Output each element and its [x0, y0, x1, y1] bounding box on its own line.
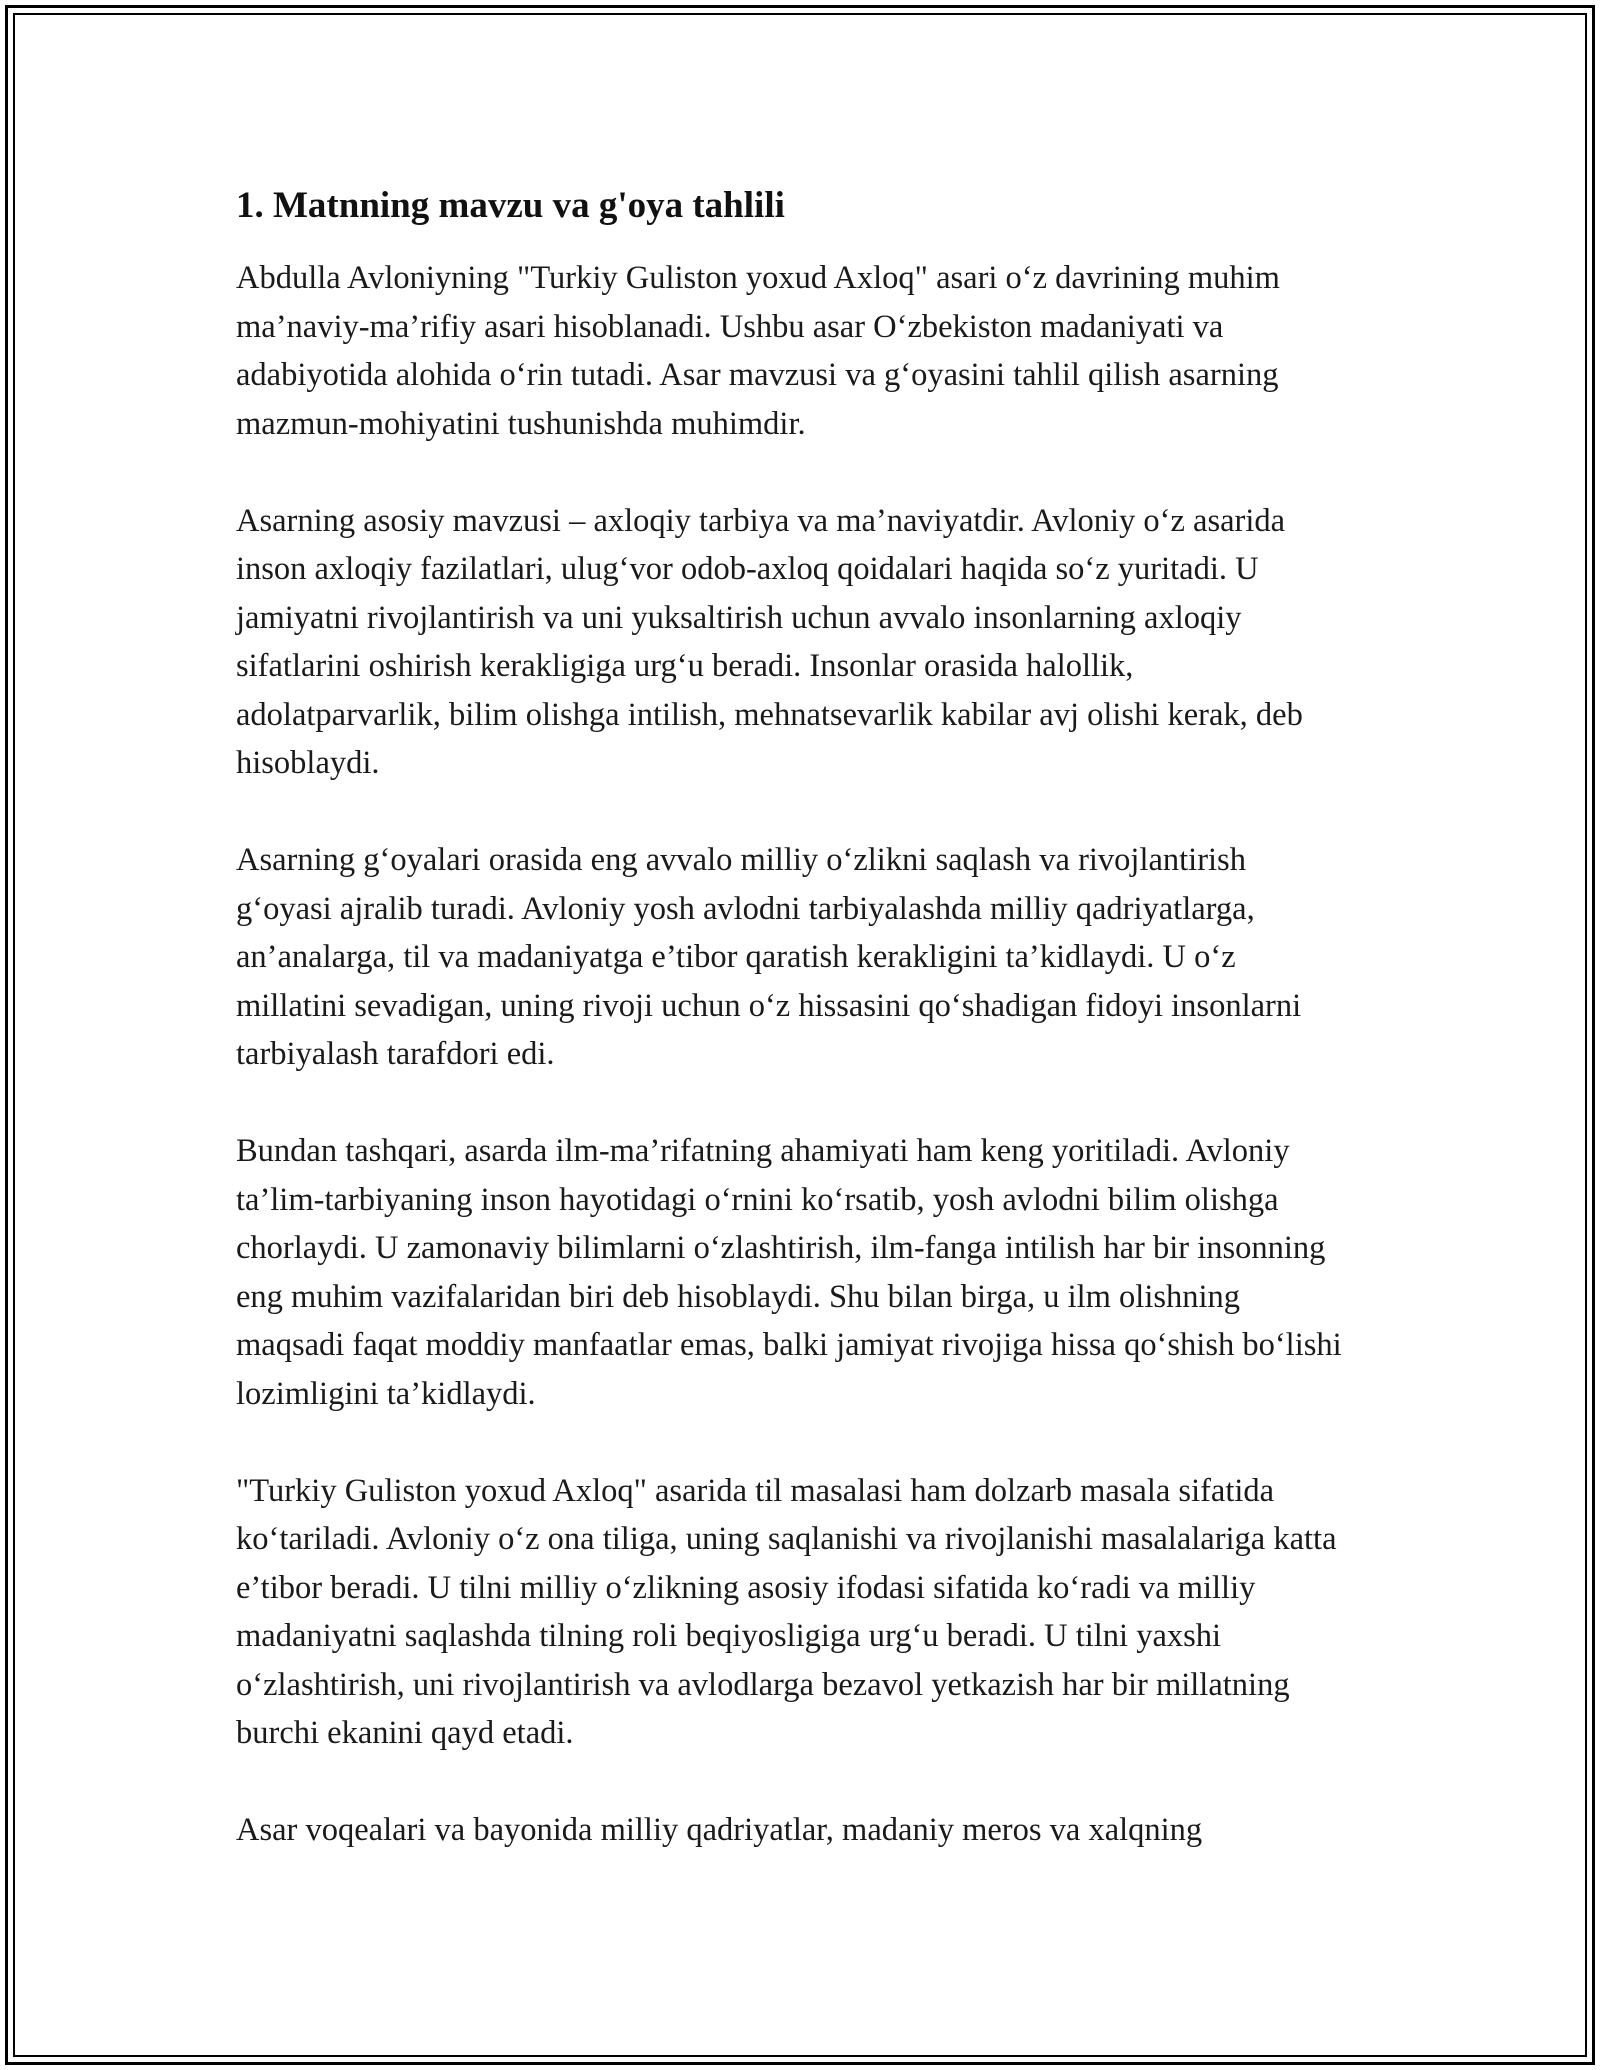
paragraph-6: Asar voqealari va bayonida milliy qadriyatlar, madaniy meros va xalqning [236, 1812, 1203, 1848]
paragraph-5: "Turkiy Guliston yoxud Axloq" asarida til masalasi ham dolzarb masala sifatida ko‘tariladi. Avloniy o‘z ona tiliga, uning saqlanishi va rivojlanishi masalalariga katta e’tibor beradi. U tilni milliy o‘zlikning asosiy ifodasi sifatida ko‘radi va milliy madaniyatni saqlashda tilning roli beqiyosligiga urg‘u beradi. U tilni yaxshi o‘zlashtirish, uni rivojlantirish va avlodlarga bezavol yetkazish har bir millatning burchi ekanini qayd etadi. [236, 1472, 1337, 1751]
paragraph-4: Bundan tashqari, asarda ilm-ma’rifatning ahamiyati ham keng yoritiladi. Avloniy ta’lim-tarbiyaning inson hayotidagi o‘rnini ko‘rsatib, yosh avlodni bilim olishga chorlaydi. U zamonaviy bilimlarni o‘zlashtirish, ilm-fanga intilish har bir insonning eng muhim vazifalaridan biri deb hisoblaydi. Shu bilan birga, u ilm olishning maqsadi faqat moddiy manfaatlar emas, balki jamiyat rivojiga hissa qo‘shish bo‘lishi lozimligini ta’kidlaydi. [236, 1133, 1342, 1412]
paragraph-3: Asarning g‘oyalari orasida eng avvalo milliy o‘zlikni saqlash va rivojlantirish g‘oyasi ajralib turadi. Avloniy yosh avlodni tarbiyalashda milliy qadriyatlarga, an’analarga, til va madaniyatga e’tibor qaratish kerakligini ta’kidlaydi. U o‘z millatini sevadigan, uning rivoji uchun o‘z hissasini qo‘shadigan fidoyi insonlarni tarbiyalash tarafdori edi. [236, 842, 1302, 1072]
paragraph-2: Asarning asosiy mavzusi – axloqiy tarbiya va ma’naviyatdir. Avloniy o‘z asarida inson axloqiy fazilatlari, ulug‘vor odob-axloq qoidalari haqida so‘z yuritadi. U jamiyatni rivojlantirish va uni yuksaltirish uchun avvalo insonlarning axloqiy sifatlarini oshirish kerakligiga urg‘u beradi. Insonlar orasida halollik, adolatparvarlik, bilim olishga intilish, mehnatsevarlik kabilar avj olishi kerak, deb hisoblaydi. [236, 502, 1303, 781]
section-heading: 1. Matnning mavzu va g'oya tahlili [236, 185, 785, 226]
document-body [236, 184, 1346, 1855]
paragraph-1: Abdulla Avloniyning "Turkiy Guliston yoxud Axloq" asari o‘z davrining muhim ma’naviy-ma’rifiy asari hisoblanadi. Ushbu asar O‘zbekiston madaniyati va adabiyotida alohida o‘rin tutadi. Asar mavzusi va g‘oyasini tahlil qilish asarning mazmun-mohiyatini tushunishda muhimdir. [236, 260, 1280, 442]
